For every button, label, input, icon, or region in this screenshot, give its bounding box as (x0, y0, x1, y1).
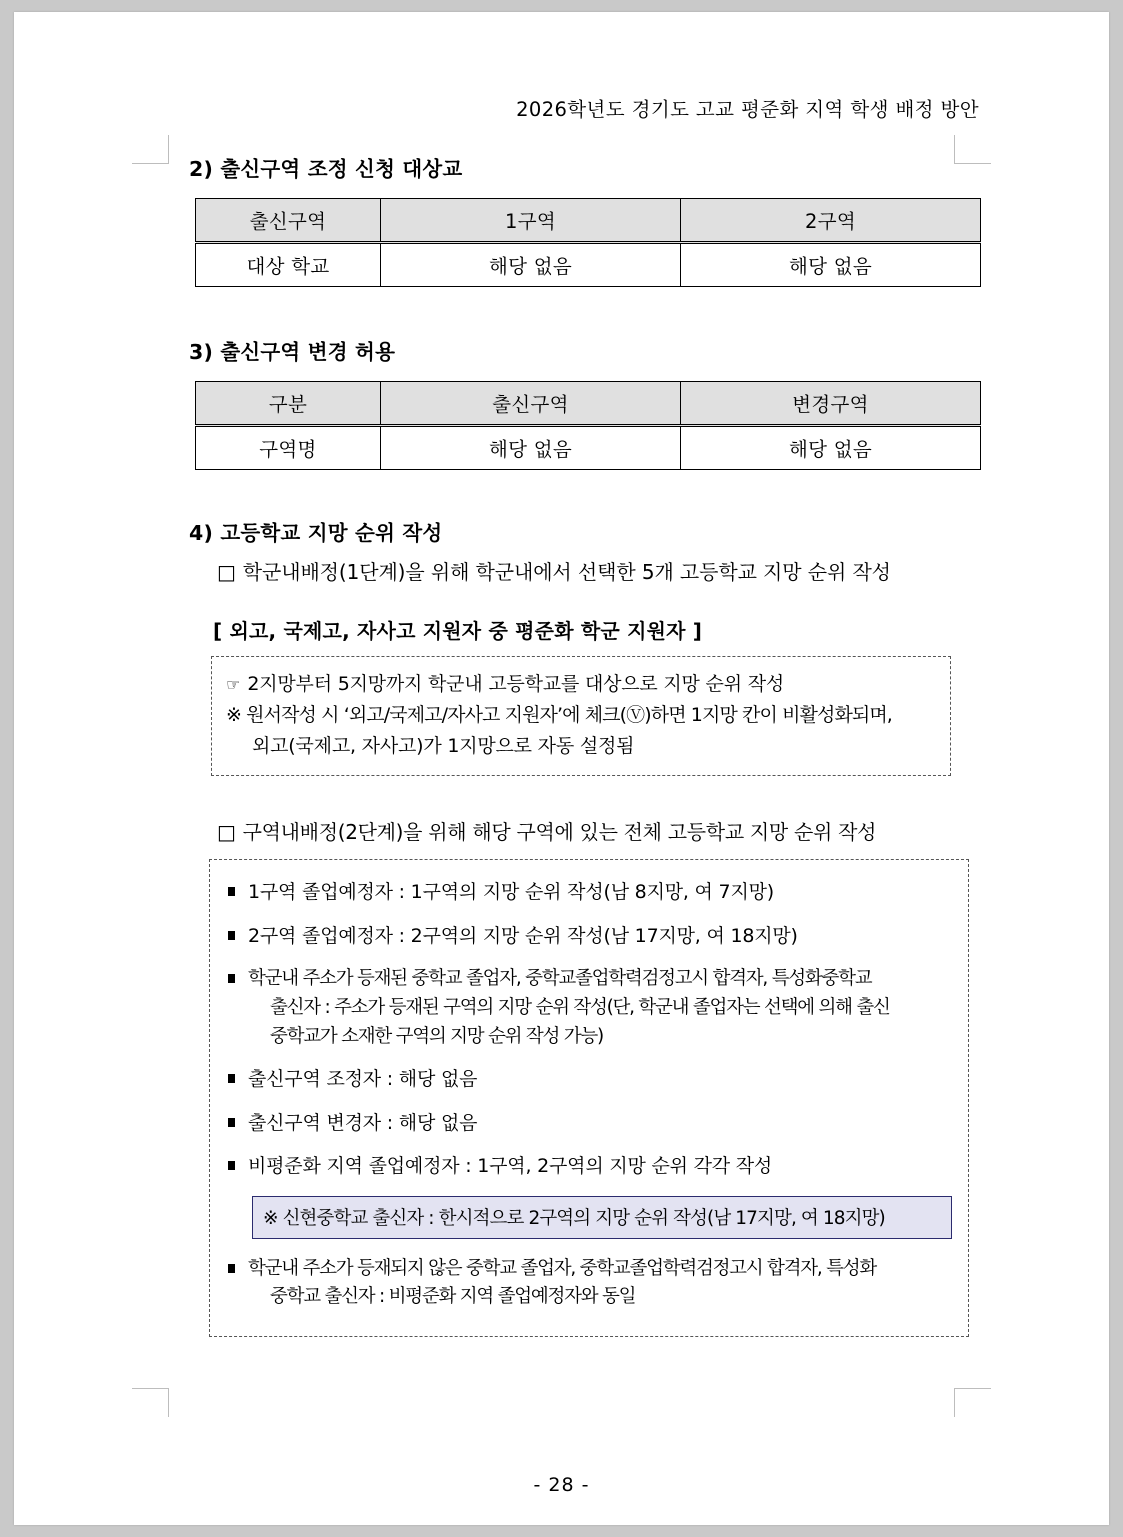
table-header-row (196, 382, 981, 426)
list-item-line: 학군내 주소가 등재된 중학교 졸업자, 중학교졸업학력검정고시 합격자, 특성화중학교 (248, 968, 872, 990)
list-item-line: 1구역 졸업예정자 : 1구역의 지망 순위 작성(남 8지망, 여 7지망) (248, 881, 774, 904)
square-bullet-icon (228, 1264, 235, 1273)
table-cell: 대상 학교 (196, 243, 381, 287)
list-item-line: 2구역 졸업예정자 : 2구역의 지망 순위 작성(남 17지망, 여 18지망) (248, 924, 798, 947)
pointing-hand-icon: ☞ (226, 675, 241, 694)
note-line-2: ※ 원서작성 시 ‘외고/국제고/자사고 지원자’에 체크(Ⓥ)하면 1지망 칸이 비활성화되며, (226, 703, 892, 726)
list-item (224, 922, 954, 951)
document-header-title: 2026학년도 경기도 고교 평준화 지역 학생 배정 방안 (516, 98, 979, 121)
table-cell: 해당 없음 (681, 243, 981, 287)
crop-mark-top-left (132, 135, 169, 164)
list-item (224, 965, 954, 1051)
note-line-3: 외고(국제고, 자사고)가 1지망으로 자동 설정됨 (252, 734, 635, 757)
table-cell: 구역명 (196, 426, 381, 470)
list-item-line: 중학교 출신자 : 비평준화 지역 졸업예정자와 동일 (270, 1286, 636, 1308)
list-item (224, 878, 954, 907)
table-header-cell: 출신구역 (381, 382, 681, 426)
table-header-cell: 변경구역 (681, 382, 981, 426)
section-4-check-item-1 (217, 556, 979, 585)
note-line-1-text: 2지망부터 5지망까지 학군내 고등학교를 대상으로 지망 순위 작성 (247, 673, 785, 695)
table-row (196, 243, 981, 287)
note-box-foreign-language-schools (211, 656, 951, 776)
square-bullet-icon (228, 1118, 235, 1127)
table-cell: 해당 없음 (381, 243, 681, 287)
section-2-heading: 2) 출신구역 조정 신청 대상교 (189, 157, 463, 181)
highlighted-note-text: ※ 신현중학교 출신자 : 한시적으로 2구역의 지망 순위 작성(남 17지망, 여 18지망) (263, 1207, 885, 1229)
list-item (224, 1255, 954, 1312)
section-2-table (195, 198, 981, 287)
section-4-check-item-2 (217, 816, 979, 845)
section-3-heading: 3) 출신구역 변경 허용 (189, 340, 396, 364)
list-item (224, 1109, 954, 1138)
section-3-table (195, 381, 981, 470)
table-header-cell: 출신구역 (196, 199, 381, 243)
crop-mark-bottom-left (132, 1388, 169, 1417)
square-bullet-icon (228, 1161, 235, 1170)
list-item-line: 출신자 : 주소가 등재된 구역의 지망 순위 작성(단, 학군내 졸업자는 선택에 의해 출신 (270, 996, 890, 1018)
square-bullet-icon (228, 1074, 235, 1083)
document-body (189, 152, 979, 1337)
table-header-cell: 2구역 (681, 199, 981, 243)
list-item-line: 학군내 주소가 등재되지 않은 중학교 졸업자, 중학교졸업학력검정고시 합격자, 특성화 (248, 1257, 877, 1279)
check-item-label: 학군내배정(1단계)을 위해 학군내에서 선택한 5개 고등학교 지망 순위 작성 (242, 560, 891, 584)
list-item (224, 1065, 954, 1094)
note-line-1 (226, 669, 936, 700)
list-item-line: 출신구역 조정자 : 해당 없음 (248, 1068, 478, 1091)
list-item-line: 비평준화 지역 졸업예정자 : 1구역, 2구역의 지망 순위 각각 작성 (248, 1155, 773, 1178)
spacer (189, 470, 979, 516)
list-item-line: 중학교가 소재한 구역의 지망 순위 작성 가능) (270, 1025, 603, 1047)
table-cell: 해당 없음 (681, 426, 981, 470)
spacer (189, 287, 979, 335)
square-bullet-icon (228, 887, 235, 896)
section-4-heading: 4) 고등학교 지망 순위 작성 (189, 521, 443, 545)
crop-mark-bottom-right (954, 1388, 991, 1417)
table-row (196, 426, 981, 470)
section-4-bracket-heading: [ 외고, 국제고, 자사고 지원자 중 평준화 학군 지원자 ] (213, 619, 703, 643)
table-header-cell: 1구역 (381, 199, 681, 243)
list-item (224, 1152, 954, 1181)
square-bullet-icon (228, 974, 235, 983)
document-page (14, 12, 1109, 1525)
highlighted-note-box (252, 1196, 952, 1239)
district-assignment-rules-box (209, 859, 969, 1337)
list-item-line: 출신구역 변경자 : 해당 없음 (248, 1111, 478, 1134)
check-item-label: 구역내배정(2단계)을 위해 해당 구역에 있는 전체 고등학교 지망 순위 작성 (242, 820, 877, 845)
table-header-row (196, 199, 981, 243)
page-number: - 28 - (533, 1474, 590, 1496)
table-header-cell: 구분 (196, 382, 381, 426)
table-cell: 해당 없음 (381, 426, 681, 470)
checkbox-icon: □ (217, 560, 236, 584)
square-bullet-icon (228, 931, 235, 940)
checkbox-icon: □ (217, 820, 236, 845)
